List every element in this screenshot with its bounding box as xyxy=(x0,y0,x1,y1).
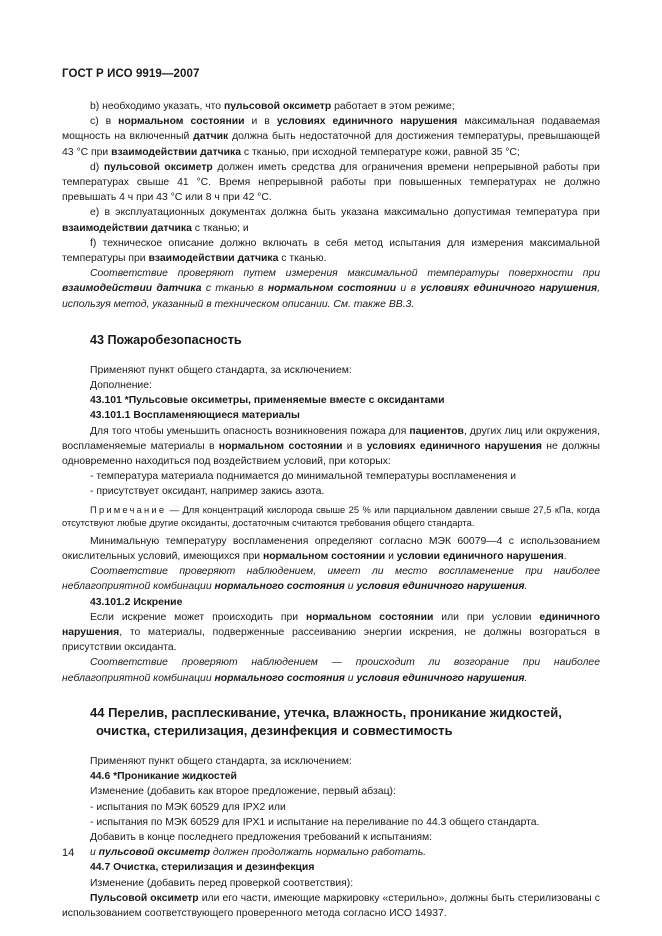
item-f: f) техническое описание должно включать в себя метод испытания для измерения максимальной температуры при взаимодействии датчика с тканью. xyxy=(62,237,600,265)
change-note: Изменение (добавить перед проверкой соответствия): xyxy=(90,877,354,889)
item-d: d) пульсовой оксиметр должен иметь средства для ограничения времени непрерывной работы при температурах свыше 41 °С. Время непрерывной работы при повышенных температурах не должно превышать 4 ч при 43 °С или 8 ч при 42 °С. xyxy=(62,161,600,204)
ignition-temperature-paragraph: Минимальную температуру воспламенения определяют согласно МЭК 60079—4 с использованием окислительных условий, имеющихся при нормальном состоянии и условии единичного нарушения. xyxy=(62,535,600,563)
oximeter-requirement: и пульсовой оксиметр должен продолжать нормально работать. xyxy=(90,847,427,859)
subsection-44-6: 44.6 *Проникание жидкостей xyxy=(90,771,237,783)
subsection-43-101-1: 43.101.1 Воспламеняющиеся материалы xyxy=(90,410,300,422)
note: Примечание — Для концентраций кислорода свыше 25 % или парциальном давлении свыше 27,5 кПа, когда отсутствуют любые другие оксиданты, достаточным считаются требования общего стандарта. xyxy=(62,503,600,529)
section-43-title: 43 Пожаробезопасность xyxy=(90,332,242,347)
change-note: Изменение (добавить как второе предложение, первый абзац): xyxy=(90,786,396,798)
item-b: b) необходимо указать, что пульсовой оксиметр работает в этом режиме; xyxy=(90,101,455,112)
test-list-item: - испытания по МЭК 60529 для IPX2 или xyxy=(90,801,286,813)
compliance-ignition: Соответствие проверяют наблюдением, имеет ли место воспламенение при наиболее неблагоприятной комбинации нормального состояния и условия единичного нарушения. xyxy=(62,566,600,593)
fire-risk-paragraph: Для того чтобы уменьшить опасность возникновения пожара для пациентов, других лиц или окружения, воспламеняемые материалы в нормальном состоянии и в условиях единичного нарушения не должны одновременно находиться под воздействием условий, при которых: xyxy=(62,425,600,468)
document-header: ГОСТ Р ИСО 9919—2007 xyxy=(62,68,200,80)
compliance-temperature: Соответствие проверяют путем измерения максимальной температуры поверхности при взаимодействии датчика с тканью в нормальном состоянии и в условиях единичного нарушения, используя метод, указанный в техническом описании. См. также ВВ.3. xyxy=(62,268,600,310)
condition-list-item: - температура материала поднимается до минимальной температуры воспламенения и xyxy=(90,471,517,483)
sterilization-paragraph: Пульсовой оксиметр или его части, имеющие маркировку «стерильно», должны быть стерилизованы с использованием соответствующего проверенного метода согласно ИСО 14937. xyxy=(62,892,601,919)
test-list-item: - испытания по МЭК 60529 для IPX1 и испытание на переливание по 44.3 общего стандарта. xyxy=(90,816,540,828)
sec44-intro: Применяют пункт общего стандарта, за исключением: xyxy=(90,755,352,767)
append-note: Добавить в конце последнего предложения требований к испытаниям: xyxy=(90,831,433,843)
item-c: c) в нормальном состоянии и в условиях единичного нарушения максимальная подаваемая мощность на включенный датчик должна быть недостаточной для достижения температуры, превышающей 43 °С при взаимодействии датчика с тканью, при исходной температуре кожи, равной 35 °С; xyxy=(62,116,600,158)
subsection-43-101-2: 43.101.2 Искрение xyxy=(90,596,183,608)
sec43-intro: Применяют пункт общего стандарта, за исключением: xyxy=(90,364,352,376)
item-e: e) в эксплуатационных документах должна быть указана максимально допустимая температура при взаимодействии датчика с тканью; и xyxy=(62,207,600,234)
page-number: 14 xyxy=(62,847,75,859)
subsection-43-101: 43.101 *Пульсовые оксиметры, применяемые вместе с оксидантами xyxy=(90,395,445,407)
sparking-paragraph: Если искрение может происходить при нормальном состоянии или при условии единичного нарушения, то материалы, подверженные рассеиванию энергии искрения, не должны возгораться в присутствии оксиданта. xyxy=(62,611,600,654)
subsection-44-7: 44.7 Очистка, стерилизация и дезинфекция xyxy=(90,862,315,874)
sec43-addition: Дополнение: xyxy=(90,380,152,392)
compliance-sparking: Соответствие проверяют наблюдением — происходит ли возгорание при наиболее неблагоприятной комбинации нормального состояния и условия единичного нарушения. xyxy=(62,657,600,684)
condition-list-item: - присутствует оксидант, например закись азота. xyxy=(90,486,325,498)
section-44-title: 44 Перелив, расплескивание, утечка, влажность, проникание жидкостей, очистка, стерилизация, дезинфекция и совместимость xyxy=(90,704,562,739)
page-content xyxy=(62,99,600,921)
